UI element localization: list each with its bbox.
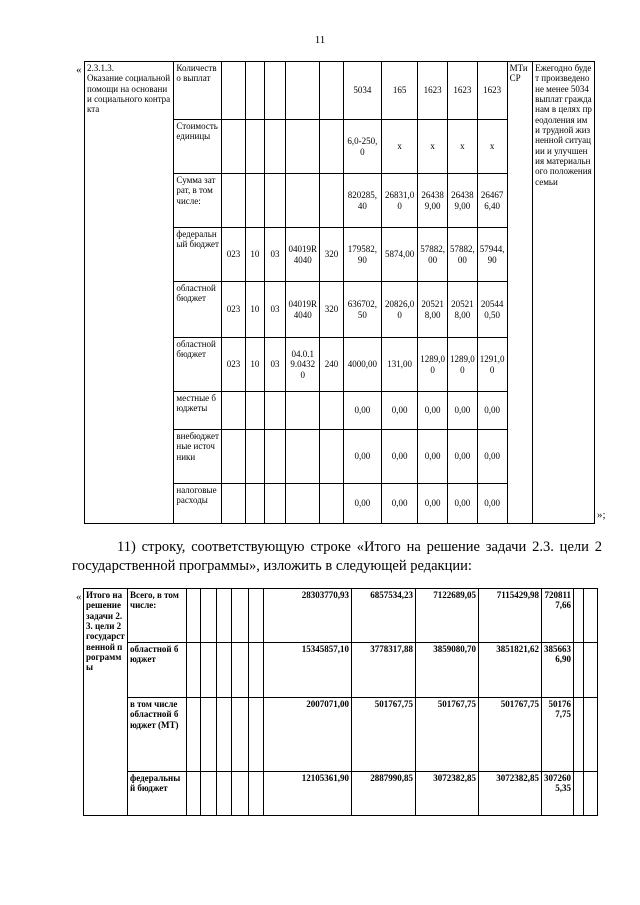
cell-vr [320,120,343,174]
opening-quote-2: « [76,591,82,603]
cell-pr [264,484,285,524]
cell-year2: 1623 [418,62,448,120]
empty-cell [249,589,264,643]
cell-total: 5034 [343,62,381,120]
cell-year1: 6857534,23 [352,589,416,643]
cell-year3: х [447,120,477,174]
cell-rz: 10 [245,338,264,392]
cell-year3: 0,00 [447,430,477,484]
cell-vr: 240 [320,338,343,392]
cell-year1: 501767,75 [352,698,416,772]
cell-vr [320,392,343,430]
cell-year3: 205218,00 [447,282,477,338]
empty-cell [232,772,249,816]
cell-year1: 3778317,88 [352,643,416,698]
empty-cell [249,698,264,772]
cell-year4: х [477,120,507,174]
cell-year3: 1289,00 [447,338,477,392]
cell-year1: 5874,00 [382,228,418,282]
cell-year4: 205440,50 [477,282,507,338]
empty-cell [232,643,249,698]
cell-year2: 7122689,05 [416,589,479,643]
event-name: Оказание социальной помощи на основании социального контракта [87,73,171,115]
table-row [85,62,595,120]
cell-year3: 0,00 [447,392,477,430]
cell-year2: 0,00 [418,430,448,484]
cell-pr [264,174,285,228]
cell-total: 6,0-250,0 [343,120,381,174]
cell-year4: 1623 [477,62,507,120]
row-label: федеральный бюджет [174,228,222,282]
cell-rz [245,120,264,174]
cell-total: 4000,00 [343,338,381,392]
empty-cell [201,772,217,816]
cell-rz [245,174,264,228]
cell-year1: 165 [382,62,418,120]
cell-vr [320,430,343,484]
empty-cell [584,589,598,643]
cell-year4: 7208117,66 [542,589,574,643]
cell-csr [286,174,320,228]
table-row [84,772,598,816]
row-label: Сумма затрат, в том числе: [174,174,222,228]
cell-total: 12105361,90 [264,772,352,816]
empty-cell [201,698,217,772]
cell-total: 0,00 [343,484,381,524]
cell-year4: 264676,40 [477,174,507,228]
cell-year3: 501767,75 [479,698,542,772]
empty-cell [584,772,598,816]
cell-rz [245,392,264,430]
cell-total: 15345857,10 [264,643,352,698]
subprogram-table [84,61,595,524]
cell-year3: 264389,00 [447,174,477,228]
cell-total: 28303770,93 [264,589,352,643]
cell-year4: 3072605,35 [542,772,574,816]
empty-cell [574,698,584,772]
empty-cell [187,643,201,698]
cell-year1: х [382,120,418,174]
cell-year3: 57882,00 [447,228,477,282]
cell-year1: 20826,00 [382,282,418,338]
cell-year4: 0,00 [477,484,507,524]
cell-year3: 7115429,98 [479,589,542,643]
cell-year1: 131,00 [382,338,418,392]
table-row [84,643,598,698]
cell-year4: 501767,75 [542,698,574,772]
empty-cell [187,772,201,816]
cell-year2: 3072382,85 [416,772,479,816]
cell-rz [245,62,264,120]
row-label: в том числе областной бюджет (МТ) [128,698,187,772]
cell-csr [286,62,320,120]
cell-csr: 04019R4040 [286,282,320,338]
cell-total: 0,00 [343,392,381,430]
total-title: Итого на решение задачи 2.3. цели 2 государственной программы [84,589,128,816]
table-row [84,698,598,772]
cell-total: 179582,90 [343,228,381,282]
empty-cell [249,772,264,816]
cell-gr [222,174,245,228]
empty-cell [217,643,232,698]
empty-cell [187,698,201,772]
cell-csr [286,484,320,524]
cell-vr: 320 [320,282,343,338]
table-row [84,589,598,643]
cell-year2: 205218,00 [418,282,448,338]
empty-cell [574,772,584,816]
cell-gr: 023 [222,282,245,338]
cell-year2: 264389,00 [418,174,448,228]
cell-gr [222,484,245,524]
cell-year3: 1623 [447,62,477,120]
empty-cell [232,589,249,643]
cell-pr [264,62,285,120]
cell-gr: 023 [222,338,245,392]
cell-year2: х [418,120,448,174]
total-table [83,588,598,816]
cell-year2: 501767,75 [416,698,479,772]
cell-csr [286,392,320,430]
cell-year1: 0,00 [382,430,418,484]
cell-csr [286,120,320,174]
row-label: налоговые расходы [174,484,222,524]
cell-total: 0,00 [343,430,381,484]
row-label: Всего, в том числе: [128,589,187,643]
empty-cell [201,643,217,698]
cell-year3: 3072382,85 [479,772,542,816]
empty-cell [249,643,264,698]
closing-quote: »; [597,509,606,521]
cell-vr [320,174,343,228]
row-label: областной бюджет [128,643,187,698]
row-label: внебюджетные источники [174,430,222,484]
event-id: 2.3.1.3. [87,63,114,73]
cell-gr: 023 [222,228,245,282]
amendment-paragraph: 11) строку, соответствующую строке «Итого на решение задачи 2.3. цели 2 государственной программы», изложить в следующей редакции: [72,539,602,574]
empty-cell [232,698,249,772]
cell-year4: 3856636,90 [542,643,574,698]
cell-year4: 1291,00 [477,338,507,392]
row-label: Количество выплат [174,62,222,120]
row-label: областной бюджет [174,282,222,338]
cell-year4: 0,00 [477,430,507,484]
cell-vr [320,484,343,524]
empty-cell [574,589,584,643]
cell-year1: 26831,00 [382,174,418,228]
empty-cell [217,772,232,816]
empty-cell [217,698,232,772]
cell-pr: 03 [264,338,285,392]
cell-year3: 0,00 [447,484,477,524]
event-cell [85,62,174,524]
cell-year1: 0,00 [382,484,418,524]
cell-year4: 0,00 [477,392,507,430]
row-label: федеральный бюджет [128,772,187,816]
cell-pr [264,430,285,484]
cell-pr: 03 [264,228,285,282]
cell-year2: 1289,00 [418,338,448,392]
empty-cell [584,643,598,698]
cell-year1: 2887990,85 [352,772,416,816]
cell-csr: 04019R4040 [286,228,320,282]
cell-year4: 57944,90 [477,228,507,282]
row-label: Стоимость единицы [174,120,222,174]
opening-quote: « [76,64,82,76]
cell-rz: 10 [245,228,264,282]
cell-vr: 320 [320,228,343,282]
cell-gr [222,392,245,430]
cell-year2: 0,00 [418,392,448,430]
cell-gr [222,430,245,484]
executor-cell: МТиСР [507,62,533,524]
cell-vr [320,62,343,120]
cell-year1: 0,00 [382,392,418,430]
empty-cell [201,589,217,643]
cell-csr: 04.0.19.04320 [286,338,320,392]
cell-pr: 03 [264,282,285,338]
empty-cell [574,643,584,698]
cell-gr [222,62,245,120]
row-label: местные бюджеты [174,392,222,430]
cell-rz: 10 [245,282,264,338]
cell-year2: 3859080,70 [416,643,479,698]
cell-pr [264,392,285,430]
cell-total: 820285,40 [343,174,381,228]
cell-total: 2007071,00 [264,698,352,772]
empty-cell [187,589,201,643]
cell-csr [286,430,320,484]
cell-gr [222,120,245,174]
note-cell: Ежегодно будет произведено не менее 5034 выплат гражданам в целях преодоления ими трудной жизненной ситуации и улучшения материального положения семьи [533,62,595,524]
row-label: областной бюджет [174,338,222,392]
cell-year2: 0,00 [418,484,448,524]
empty-cell [584,698,598,772]
empty-cell [217,589,232,643]
cell-total: 636702,50 [343,282,381,338]
page-number: 11 [314,34,326,46]
cell-year2: 57882,00 [418,228,448,282]
cell-rz [245,484,264,524]
cell-year3: 3851821,62 [479,643,542,698]
cell-pr [264,120,285,174]
cell-rz [245,430,264,484]
